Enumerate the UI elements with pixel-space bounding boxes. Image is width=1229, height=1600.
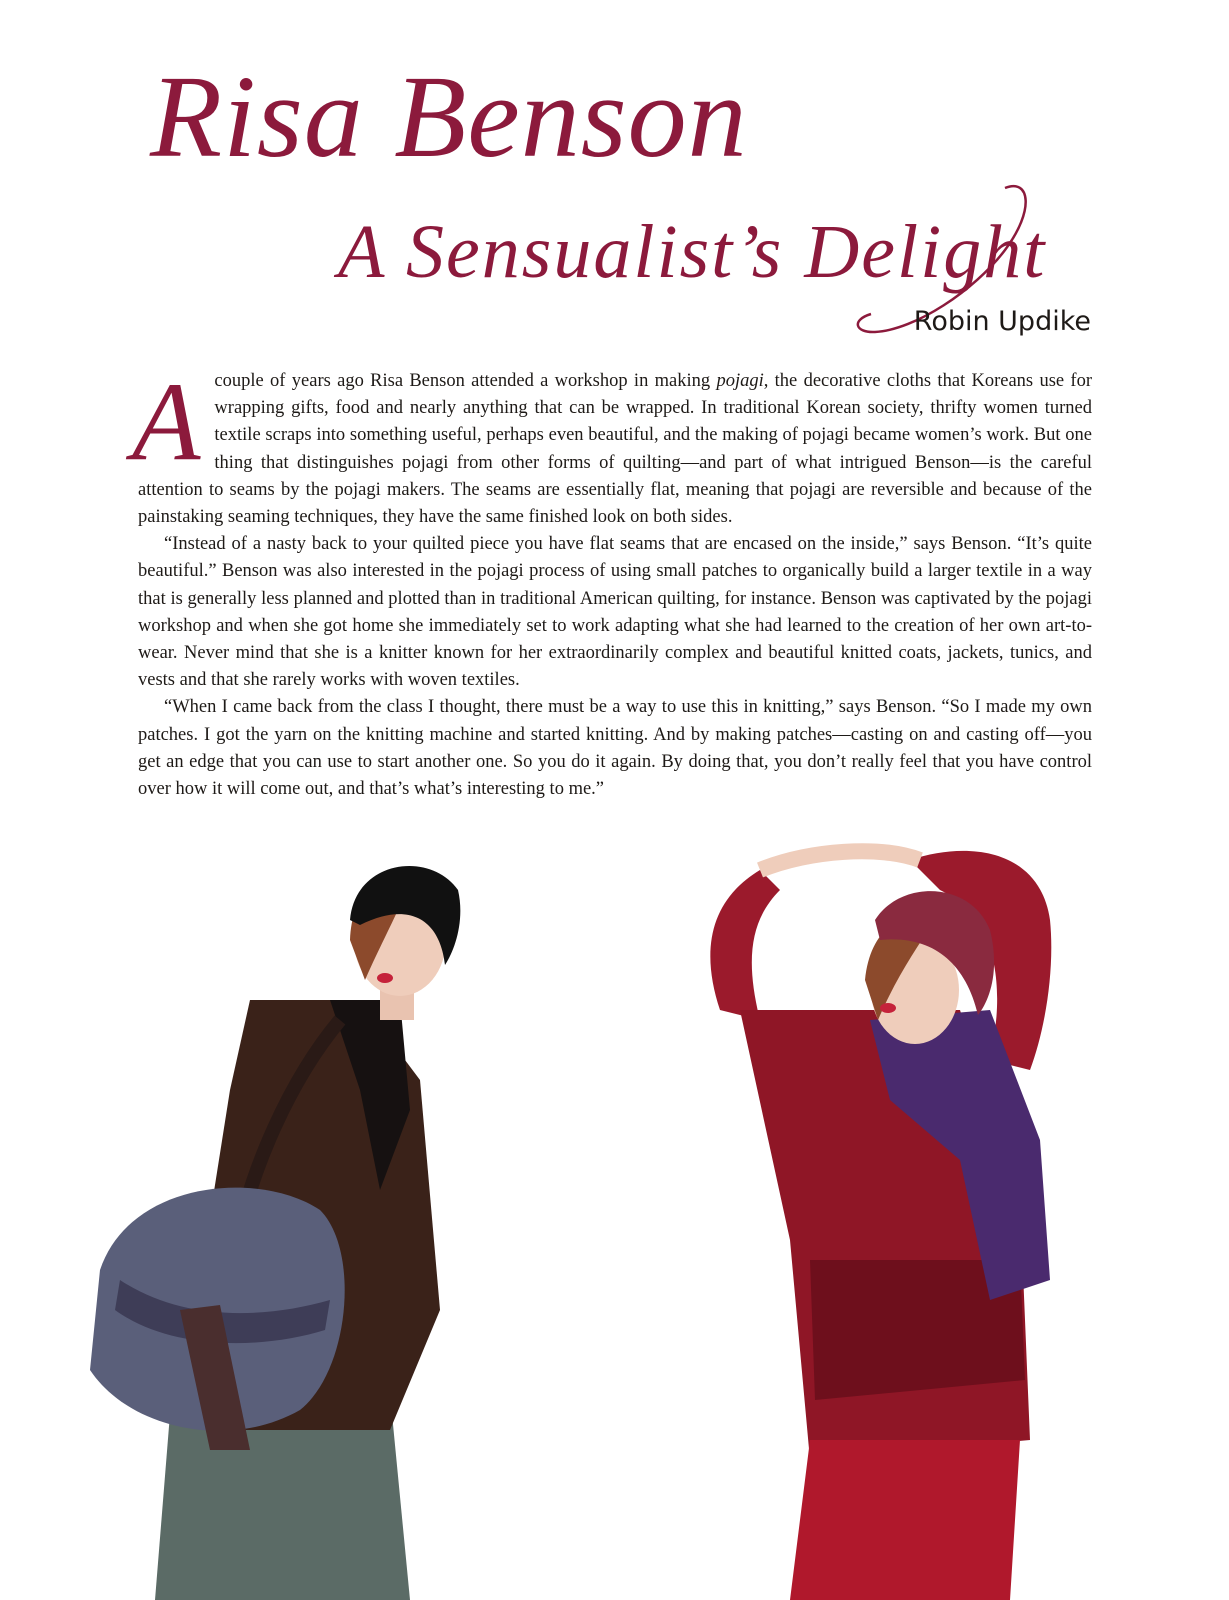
article-subtitle: A Sensualist’s Delight (338, 210, 1047, 294)
photo-model-red-knitwear (660, 840, 1110, 1600)
drop-cap: A (132, 360, 201, 484)
paragraph-1-text-a: couple of years ago Risa Benson attended a workshop in making (214, 371, 717, 391)
paragraph-1 (132, 360, 1092, 531)
paragraph-2: “Instead of a nasty back to your quilted piece you have flat seams that are encased on the inside,” says Benson. “It’s quite beautiful.” Benson was also interested in the pojagi process of using small patches to organically build a larger textile in a way that is generally less planned and plotted than in traditional American quilting, for instance. Benson was captivated by the pojagi workshop and when she got home she immediately set to work adapting what she had learned to the creation of her own art-to-wear. Never mind that she is a knitter known for her extraordinarily complex and beautiful knitted coats, jackets, tunics, and vests and that she rarely works with woven textiles. (138, 534, 1092, 691)
photo-model-dark-knitwear (60, 850, 480, 1600)
author-byline: Robin Updike (913, 306, 1091, 337)
paragraph-3: “When I came back from the class I thought, there must be a way to use this in knitting,” says Benson. “So I made my own patches. I got the yarn on the knitting machine and started knitting. And by making patches—casting on and casting off—you get an edge that you can use to start another one. So you do it again. By doing that, you don’t really feel that you have control over how it will come out, and that’s what’s interesting to me.” (138, 697, 1092, 800)
article-body (132, 360, 1092, 803)
paragraph-1-text-b: , the decorative cloths that Koreans use for wrapping gifts, food and nearly anything that can be wrapped. In traditional Korean society, thrifty women turned textile scraps into something useful, perhaps even beautiful, and the making of pojagi became women’s work. But one thing that distinguishes pojagi from other forms of quilting—and part of what intrigued Benson—is the careful attention to seams by the pojagi makers. The seams are essentially flat, meaning that pojagi are reversible and because of the painstaking seaming techniques, they have the same finished look on both sides. (138, 371, 1092, 528)
article-title: Risa Benson (150, 51, 748, 182)
pojagi-term: pojagi (716, 371, 764, 391)
